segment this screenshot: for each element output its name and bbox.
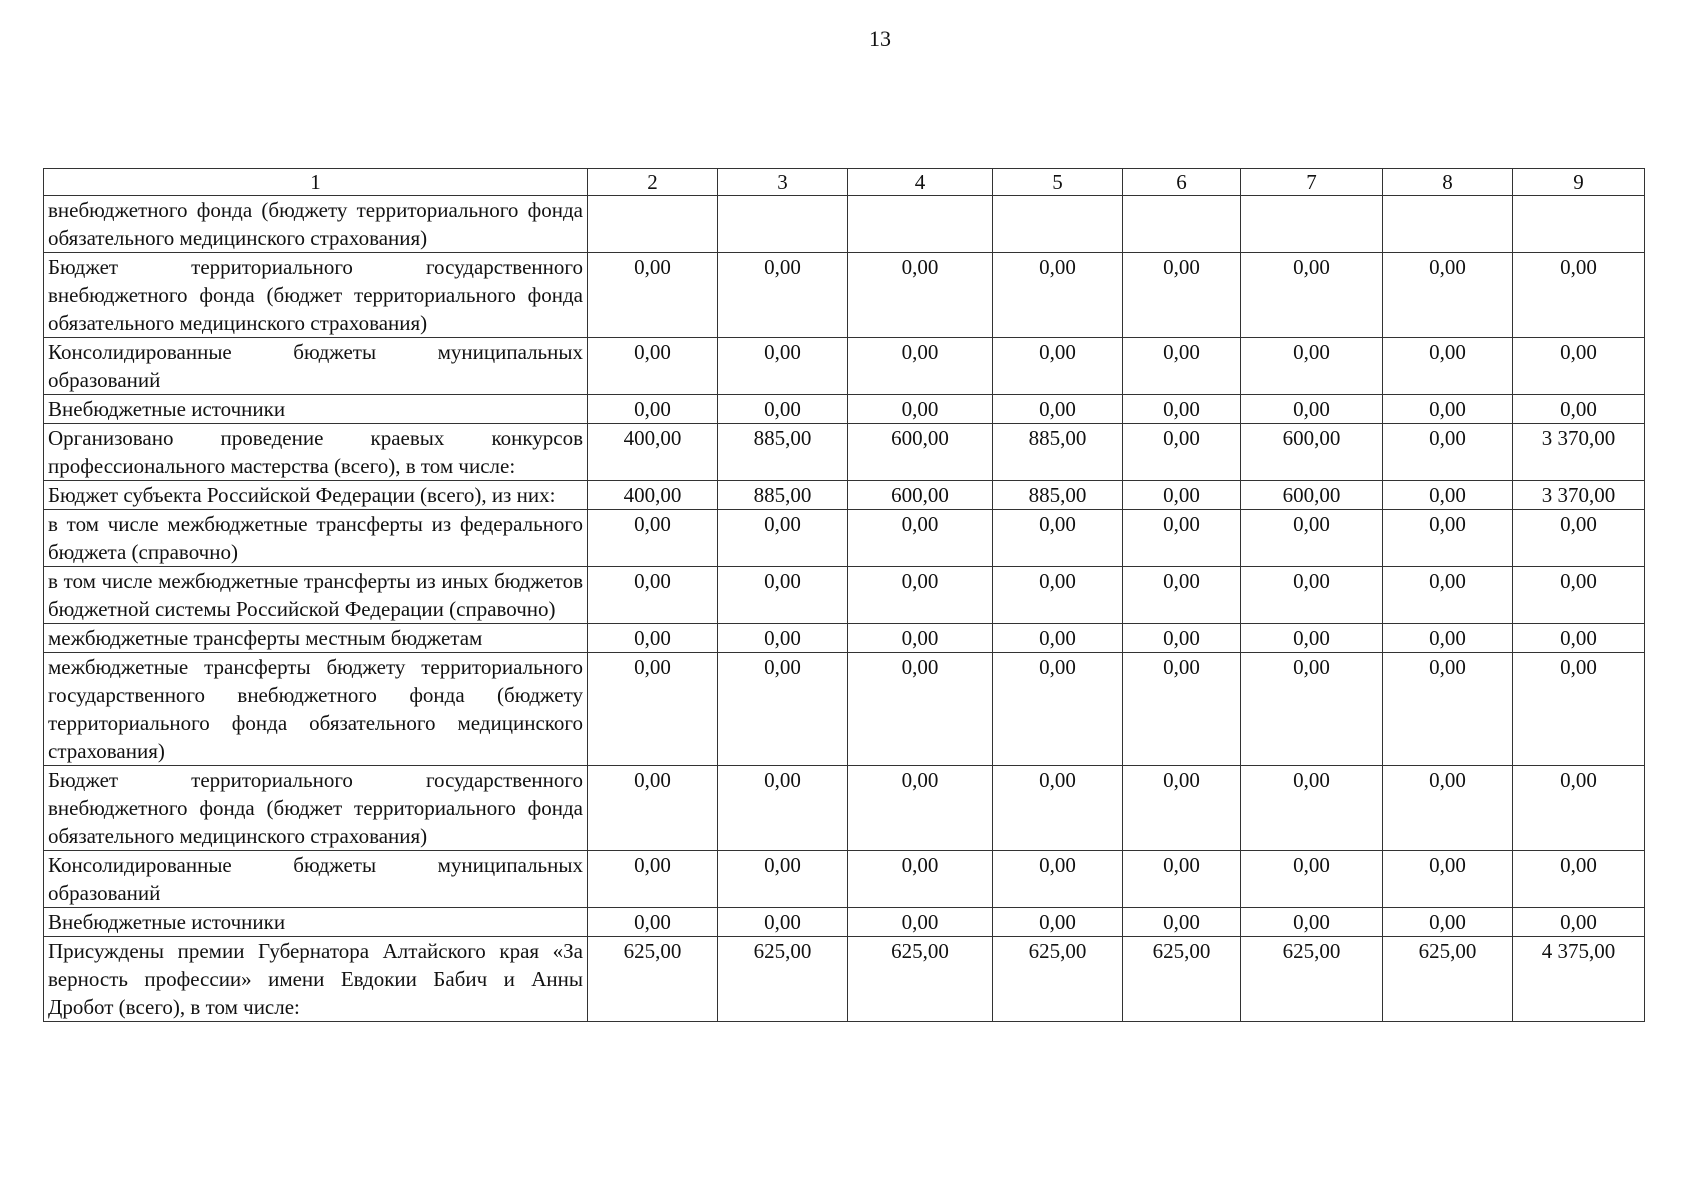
table-row <box>44 766 1645 851</box>
page-number: 13 <box>869 26 891 51</box>
value-cell <box>718 196 848 253</box>
value-cell: 625,00 <box>718 937 848 1022</box>
value-cell: 0,00 <box>1383 766 1513 851</box>
row-label: Внебюджетные источники <box>44 908 588 937</box>
column-header: 2 <box>588 169 718 196</box>
value-cell: 0,00 <box>588 253 718 338</box>
value-cell <box>1513 196 1645 253</box>
value-cell: 0,00 <box>588 766 718 851</box>
value-cell: 0,00 <box>718 908 848 937</box>
column-header: 3 <box>718 169 848 196</box>
row-label: Консолидированные бюджеты муниципальных образований <box>44 338 588 395</box>
value-cell: 600,00 <box>1241 481 1383 510</box>
table-row <box>44 653 1645 766</box>
value-cell: 625,00 <box>1241 937 1383 1022</box>
column-header: 5 <box>993 169 1123 196</box>
value-cell: 400,00 <box>588 424 718 481</box>
value-cell: 0,00 <box>1123 481 1241 510</box>
row-label: межбюджетные трансферты местным бюджетам <box>44 624 588 653</box>
value-cell: 0,00 <box>848 253 993 338</box>
value-cell: 0,00 <box>993 253 1123 338</box>
value-cell: 0,00 <box>1123 851 1241 908</box>
value-cell <box>848 196 993 253</box>
value-cell: 0,00 <box>1513 653 1645 766</box>
table-row <box>44 395 1645 424</box>
value-cell: 0,00 <box>588 567 718 624</box>
value-cell: 0,00 <box>1513 567 1645 624</box>
value-cell: 0,00 <box>993 851 1123 908</box>
column-header: 1 <box>44 169 588 196</box>
value-cell: 3 370,00 <box>1513 481 1645 510</box>
value-cell: 0,00 <box>1383 338 1513 395</box>
value-cell: 0,00 <box>718 567 848 624</box>
value-cell: 0,00 <box>1241 766 1383 851</box>
value-cell: 0,00 <box>588 851 718 908</box>
value-cell: 625,00 <box>588 937 718 1022</box>
table-row <box>44 908 1645 937</box>
budget-table <box>43 168 1645 1022</box>
value-cell: 0,00 <box>718 338 848 395</box>
value-cell: 0,00 <box>1241 851 1383 908</box>
value-cell <box>1383 196 1513 253</box>
value-cell: 0,00 <box>718 510 848 567</box>
value-cell: 0,00 <box>1123 510 1241 567</box>
value-cell: 0,00 <box>993 338 1123 395</box>
column-header: 4 <box>848 169 993 196</box>
value-cell: 0,00 <box>718 624 848 653</box>
value-cell: 0,00 <box>848 653 993 766</box>
table-row <box>44 851 1645 908</box>
value-cell: 0,00 <box>588 338 718 395</box>
table-row <box>44 196 1645 253</box>
table-body <box>44 196 1645 1022</box>
value-cell: 0,00 <box>1383 253 1513 338</box>
value-cell: 0,00 <box>1513 766 1645 851</box>
value-cell: 0,00 <box>588 395 718 424</box>
value-cell: 625,00 <box>1123 937 1241 1022</box>
value-cell: 0,00 <box>1383 851 1513 908</box>
value-cell: 885,00 <box>993 481 1123 510</box>
value-cell <box>993 196 1123 253</box>
value-cell: 0,00 <box>1513 851 1645 908</box>
value-cell: 0,00 <box>1383 424 1513 481</box>
value-cell: 0,00 <box>848 908 993 937</box>
value-cell: 0,00 <box>588 908 718 937</box>
value-cell: 0,00 <box>1383 510 1513 567</box>
row-label: Бюджет территориального государственного внебюджетного фонда (бюджет территориального фонда обязательного медицинского страхования) <box>44 253 588 338</box>
column-header: 7 <box>1241 169 1383 196</box>
table-header-row <box>44 169 1645 196</box>
value-cell: 4 375,00 <box>1513 937 1645 1022</box>
value-cell: 0,00 <box>588 653 718 766</box>
value-cell: 0,00 <box>718 851 848 908</box>
value-cell: 600,00 <box>1241 424 1383 481</box>
table-row <box>44 937 1645 1022</box>
value-cell: 0,00 <box>1383 653 1513 766</box>
value-cell: 0,00 <box>1241 253 1383 338</box>
value-cell: 0,00 <box>848 395 993 424</box>
table-row <box>44 424 1645 481</box>
row-label: Организовано проведение краевых конкурсов профессионального мастерства (всего), в том числе: <box>44 424 588 481</box>
row-label: Бюджет территориального государственного внебюджетного фонда (бюджет территориального фонда обязательного медицинского страхования) <box>44 766 588 851</box>
value-cell: 400,00 <box>588 481 718 510</box>
value-cell: 0,00 <box>1383 624 1513 653</box>
value-cell: 0,00 <box>1123 653 1241 766</box>
value-cell: 0,00 <box>848 624 993 653</box>
value-cell: 0,00 <box>1241 567 1383 624</box>
row-label: Консолидированные бюджеты муниципальных образований <box>44 851 588 908</box>
value-cell: 0,00 <box>1241 653 1383 766</box>
table-row <box>44 253 1645 338</box>
value-cell: 0,00 <box>588 624 718 653</box>
row-label: Присуждены премии Губернатора Алтайского края «За верность профессии» имени Евдокии Бабич и Анны Дробот (всего), в том числе: <box>44 937 588 1022</box>
value-cell: 0,00 <box>993 624 1123 653</box>
value-cell: 625,00 <box>848 937 993 1022</box>
value-cell: 0,00 <box>1123 395 1241 424</box>
table-row <box>44 510 1645 567</box>
value-cell: 625,00 <box>1383 937 1513 1022</box>
value-cell: 0,00 <box>1513 624 1645 653</box>
value-cell: 885,00 <box>993 424 1123 481</box>
table-row <box>44 481 1645 510</box>
value-cell: 0,00 <box>993 908 1123 937</box>
row-label: в том числе межбюджетные трансферты из иных бюджетов бюджетной системы Российской Федерации (справочно) <box>44 567 588 624</box>
column-header: 8 <box>1383 169 1513 196</box>
value-cell: 0,00 <box>848 766 993 851</box>
value-cell: 0,00 <box>848 338 993 395</box>
value-cell: 0,00 <box>718 395 848 424</box>
value-cell: 0,00 <box>993 567 1123 624</box>
value-cell: 0,00 <box>1383 395 1513 424</box>
value-cell: 600,00 <box>848 481 993 510</box>
value-cell: 0,00 <box>1383 567 1513 624</box>
value-cell: 0,00 <box>1383 908 1513 937</box>
value-cell: 0,00 <box>1513 908 1645 937</box>
value-cell: 0,00 <box>1241 510 1383 567</box>
value-cell: 0,00 <box>1513 510 1645 567</box>
value-cell: 0,00 <box>718 253 848 338</box>
value-cell: 0,00 <box>848 510 993 567</box>
row-label: Бюджет субъекта Российской Федерации (всего), из них: <box>44 481 588 510</box>
value-cell: 885,00 <box>718 481 848 510</box>
value-cell: 0,00 <box>993 510 1123 567</box>
value-cell: 0,00 <box>848 851 993 908</box>
table-row <box>44 624 1645 653</box>
value-cell: 0,00 <box>1513 395 1645 424</box>
row-label: внебюджетного фонда (бюджету территориального фонда обязательного медицинского страхования) <box>44 196 588 253</box>
value-cell <box>1241 196 1383 253</box>
value-cell: 3 370,00 <box>1513 424 1645 481</box>
value-cell: 0,00 <box>1123 624 1241 653</box>
value-cell: 0,00 <box>993 766 1123 851</box>
value-cell: 600,00 <box>848 424 993 481</box>
value-cell: 0,00 <box>718 766 848 851</box>
value-cell: 0,00 <box>848 567 993 624</box>
value-cell <box>588 196 718 253</box>
value-cell: 0,00 <box>1383 481 1513 510</box>
row-label: Внебюджетные источники <box>44 395 588 424</box>
value-cell: 0,00 <box>1123 766 1241 851</box>
row-label: межбюджетные трансферты бюджету территориального государственного внебюджетного фонда (бюджету территориального фонда обязательного медицинского страхования) <box>44 653 588 766</box>
value-cell: 0,00 <box>993 653 1123 766</box>
value-cell: 625,00 <box>993 937 1123 1022</box>
row-label: в том числе межбюджетные трансферты из федерального бюджета (справочно) <box>44 510 588 567</box>
value-cell: 0,00 <box>1123 253 1241 338</box>
value-cell: 0,00 <box>1241 395 1383 424</box>
value-cell: 0,00 <box>1123 908 1241 937</box>
value-cell: 0,00 <box>1513 253 1645 338</box>
value-cell: 0,00 <box>1123 424 1241 481</box>
value-cell: 0,00 <box>1241 624 1383 653</box>
value-cell: 0,00 <box>718 653 848 766</box>
value-cell: 0,00 <box>588 510 718 567</box>
table-row <box>44 567 1645 624</box>
value-cell: 0,00 <box>1123 567 1241 624</box>
value-cell: 0,00 <box>1123 338 1241 395</box>
column-header: 6 <box>1123 169 1241 196</box>
value-cell: 0,00 <box>1513 338 1645 395</box>
column-header: 9 <box>1513 169 1645 196</box>
value-cell: 0,00 <box>993 395 1123 424</box>
value-cell <box>1123 196 1241 253</box>
value-cell: 885,00 <box>718 424 848 481</box>
table-row <box>44 338 1645 395</box>
value-cell: 0,00 <box>1241 908 1383 937</box>
value-cell: 0,00 <box>1241 338 1383 395</box>
